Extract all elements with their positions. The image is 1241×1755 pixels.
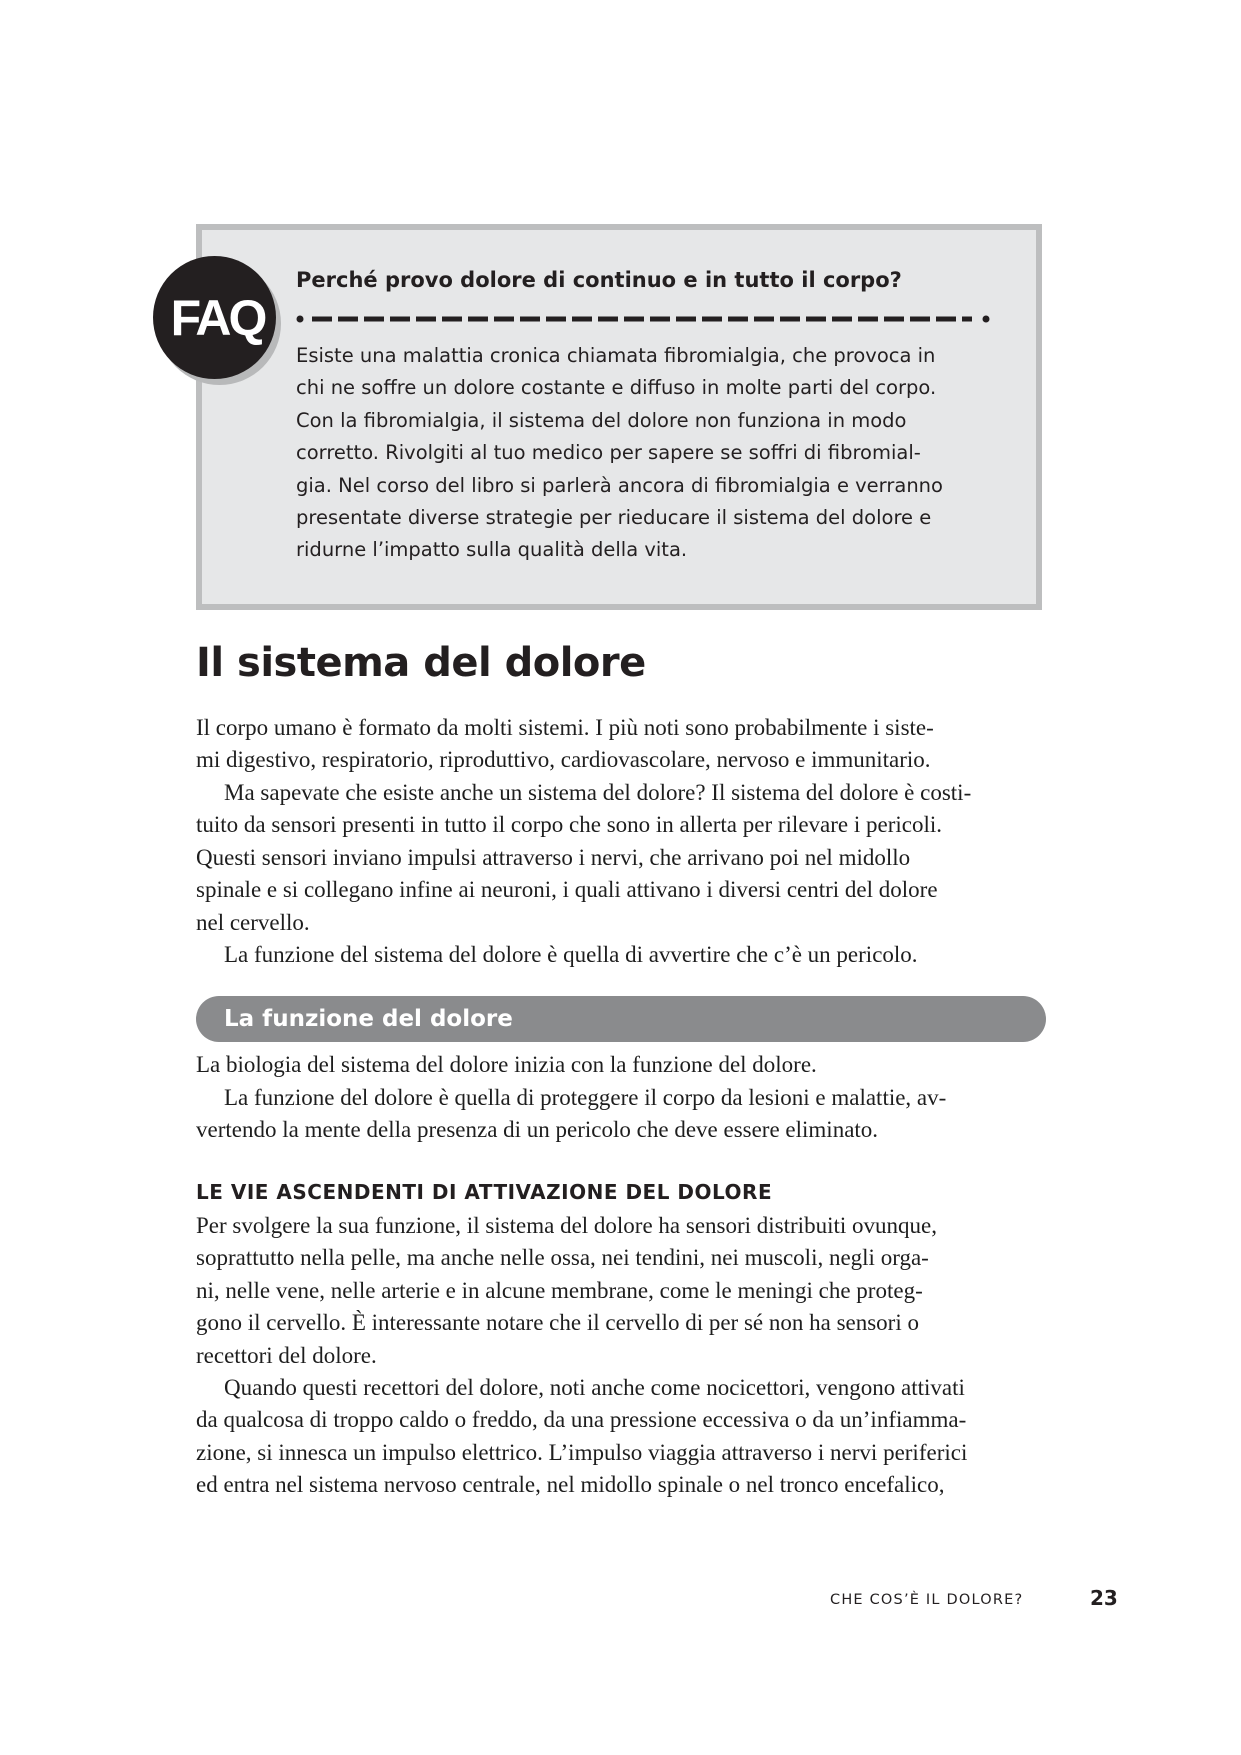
pathways-heading: LE VIE ASCENDENTI DI ATTIVAZIONE DEL DOLORE	[196, 1180, 773, 1204]
text-line: soprattutto nella pelle, ma anche nelle ossa, nei tendini, nei muscoli, negli orga-	[196, 1245, 929, 1271]
subsection-paragraph-2	[196, 1082, 1046, 1147]
text-line: da qualcosa di troppo caldo o freddo, da una pressione eccessiva o da un’infiamma-	[196, 1407, 967, 1433]
text-line: tuito da sensori presenti in tutto il corpo che sono in allerta per rilevare i pericoli.	[196, 812, 942, 838]
text-line: spinale e si collegano infine ai neuroni, i quali attivano i diversi centri del dolore	[196, 877, 938, 903]
page-number: 23	[1090, 1586, 1118, 1610]
faq-answer-line: Con la fibromialgia, il sistema del dolore non funziona in modo	[296, 408, 907, 432]
pathways-paragraph-2	[196, 1372, 1046, 1502]
text-line: ed entra nel sistema nervoso centrale, nel midollo spinale o nel tronco encefalico,	[196, 1472, 945, 1498]
faq-badge-label: FAQ	[170, 289, 265, 346]
text-line: Questi sensori inviano impulsi attraverso i nervi, che arrivano poi nel midollo	[196, 844, 911, 870]
text-line: Quando questi recettori del dolore, noti anche come nocicettori, vengono attivati	[224, 1375, 965, 1400]
text-line: La funzione del dolore è quella di proteggere il corpo da lesioni e malattie, av-	[224, 1085, 947, 1110]
faq-answer-line: presentate diverse strategie per rieducare il sistema del dolore e	[296, 506, 932, 530]
text-line: nel cervello.	[196, 909, 310, 935]
faq-answer-line: ridurne l’impatto sulla qualità della vita.	[296, 538, 688, 562]
text-line: recettori del dolore.	[196, 1342, 377, 1368]
section-paragraph-2	[196, 777, 1046, 939]
faq-badge	[153, 256, 276, 379]
text-line: vertendo la mente della presenza di un pericolo che deve essere eliminato.	[196, 1117, 879, 1143]
text-line: Per svolgere la sua funzione, il sistema del dolore ha sensori distribuiti ovunque,	[196, 1213, 937, 1238]
faq-answer-line: chi ne soffre un dolore costante e diffuso in molte parti del corpo.	[296, 376, 937, 400]
section-paragraph-1	[196, 712, 1046, 777]
faq-answer	[296, 340, 1006, 567]
text-line: La funzione del sistema del dolore è quella di avvertire che c’è un pericolo.	[224, 942, 918, 967]
text-line: zione, si innesca un impulso elettrico. L’impulso viaggia attraverso i nervi periferici	[196, 1439, 968, 1465]
text-line: ni, nelle vene, nelle arterie e in alcune membrane, come le meningi che proteg-	[196, 1277, 923, 1303]
text-line: Il corpo umano è formato da molti sistemi. I più noti sono probabilmente i siste-	[196, 715, 934, 740]
subsection-paragraph-1	[196, 1049, 1046, 1081]
text-line: mi digestivo, respiratorio, riproduttivo, cardiovascolare, nervoso e immunitario.	[196, 747, 931, 773]
faq-dashed-divider	[296, 312, 996, 326]
text-line: Ma sapevate che esiste anche un sistema del dolore? Il sistema del dolore è costi-	[224, 780, 972, 805]
text-line: gono il cervello. È interessante notare che il cervello di per sé non ha sensori o	[196, 1310, 919, 1336]
section-paragraph-3	[196, 939, 1046, 971]
section-title: Il sistema del dolore	[196, 640, 646, 686]
running-head: CHE COS’È IL DOLORE?	[830, 1592, 1024, 1608]
faq-answer-line: corretto. Rivolgiti al tuo medico per sapere se soffri di fibromial-	[296, 441, 921, 465]
faq-answer-line: Esiste una malattia cronica chiamata fibromialgia, che provoca in	[296, 344, 936, 367]
subsection-title-bar	[196, 996, 1046, 1042]
pathways-paragraph-1	[196, 1210, 1046, 1372]
faq-question: Perché provo dolore di continuo e in tutto il corpo?	[296, 268, 902, 292]
faq-answer-line: gia. Nel corso del libro si parlerà ancora di fibromialgia e verranno	[296, 473, 943, 497]
text-line: La biologia del sistema del dolore inizia con la funzione del dolore.	[196, 1052, 817, 1077]
subsection-title: La funzione del dolore	[224, 1006, 513, 1032]
